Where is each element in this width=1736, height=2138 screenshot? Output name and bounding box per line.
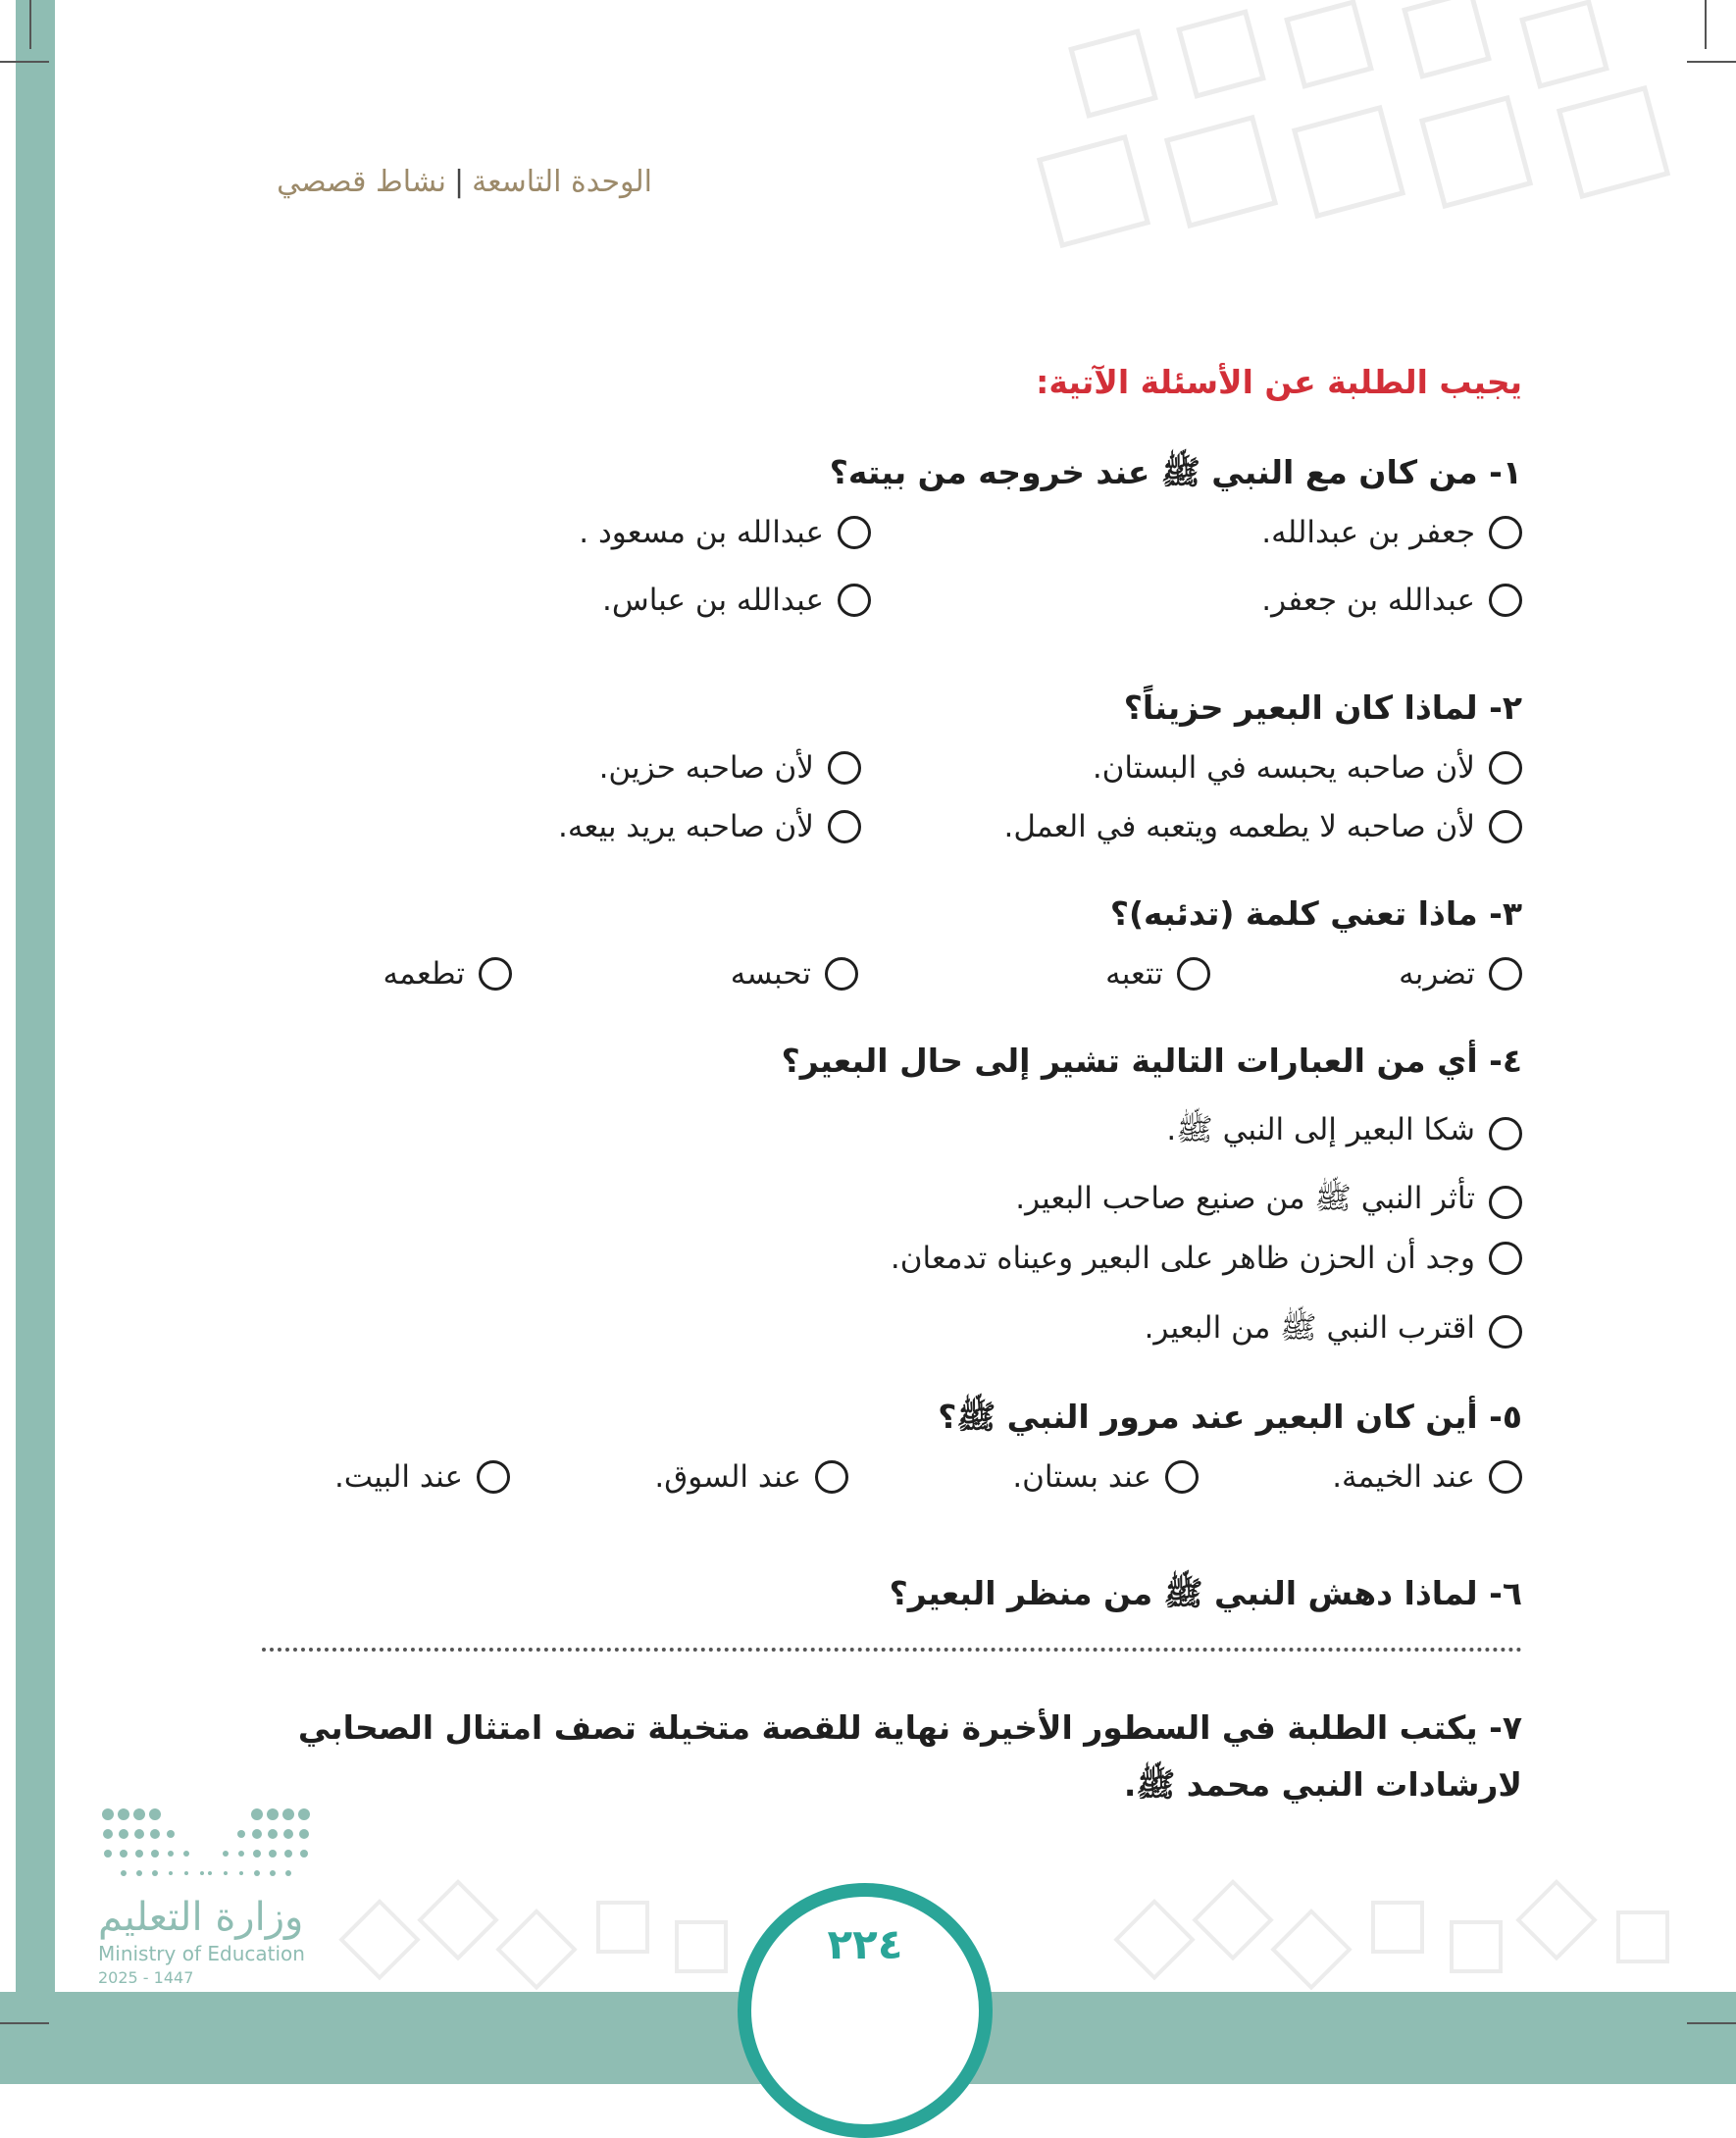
radio-circle[interactable]	[828, 751, 861, 785]
unit-header	[277, 165, 652, 199]
crop-mark	[0, 2022, 49, 2024]
q5-option-1[interactable]: عند الخيمة.	[1332, 1459, 1522, 1495]
bottom-pattern-decoration	[314, 1863, 1726, 2001]
crop-mark	[29, 0, 31, 49]
answer-line[interactable]	[262, 1648, 1522, 1652]
q5-option-3[interactable]: عند السوق.	[654, 1459, 848, 1495]
q2-option-4[interactable]: لأن صاحبه يريد بيعه.	[558, 809, 861, 844]
q4-option-2[interactable]: تأثر النبي ﷺ من صنيع صاحب البعير.	[1015, 1180, 1522, 1224]
section-title: نشاط قصصي	[277, 165, 446, 199]
q2-option-1[interactable]: لأن صاحبه يحبسه في البستان.	[1093, 750, 1522, 786]
q4-option-4[interactable]: اقترب النبي ﷺ من البعير.	[1145, 1309, 1522, 1353]
top-pattern-decoration	[1020, 0, 1736, 275]
ministry-logo-icon	[98, 1805, 314, 1893]
q5-option-2[interactable]: عند بستان.	[1012, 1459, 1199, 1495]
question-7-line-2: لارشادات النبي محمد ﷺ.	[1123, 1765, 1522, 1804]
q3-option-4[interactable]: تطعمه	[383, 956, 512, 992]
radio-circle[interactable]	[479, 957, 512, 991]
left-decorative-band	[16, 0, 55, 2084]
radio-circle[interactable]	[1489, 751, 1522, 785]
page-number: ٢٢٤	[827, 1920, 903, 1968]
q2-option-3[interactable]: لأن صاحبه لا يطعمه ويتعبه في العمل.	[1003, 809, 1522, 844]
radio-circle[interactable]	[1489, 957, 1522, 991]
radio-circle[interactable]	[1489, 1460, 1522, 1494]
question-1: ١- من كان مع النبي ﷺ عند خروجه من بيته؟	[829, 453, 1522, 491]
radio-circle[interactable]	[477, 1460, 510, 1494]
radio-circle[interactable]	[1489, 1186, 1522, 1219]
edition-year: 2025 - 1447	[98, 1968, 194, 1987]
ministry-name-english: Ministry of Education	[98, 1942, 305, 1965]
crop-mark	[1705, 0, 1707, 49]
q1-option-2[interactable]: عبدالله بن مسعود .	[579, 515, 871, 550]
radio-circle[interactable]	[1165, 1460, 1199, 1494]
q1-option-4[interactable]: عبدالله بن عباس.	[602, 583, 871, 618]
q4-option-1[interactable]: شكا البعير إلى النبي ﷺ.	[1166, 1111, 1522, 1155]
q5-option-4[interactable]: عند البيت.	[334, 1459, 510, 1495]
radio-circle[interactable]	[1489, 810, 1522, 843]
unit-title: الوحدة التاسعة	[472, 165, 652, 199]
q4-option-3[interactable]: وجد أن الحزن ظاهر على البعير وعيناه تدمعان.	[891, 1241, 1522, 1276]
q3-option-2[interactable]: تتعبه	[1105, 956, 1210, 992]
radio-circle[interactable]	[1489, 1315, 1522, 1349]
radio-circle[interactable]	[1489, 1242, 1522, 1275]
radio-circle[interactable]	[1177, 957, 1210, 991]
radio-circle[interactable]	[828, 810, 861, 843]
crop-mark	[1687, 61, 1736, 63]
question-3: ٣- ماذا تعني كلمة (تدئبه)؟	[1109, 894, 1522, 933]
q3-option-3[interactable]: تحبسه	[731, 956, 858, 992]
crop-mark	[1687, 2022, 1736, 2024]
radio-circle[interactable]	[815, 1460, 848, 1494]
radio-circle[interactable]	[1489, 584, 1522, 617]
radio-circle[interactable]	[1489, 1117, 1522, 1150]
instructions-heading: يجيب الطلبة عن الأسئلة الآتية:	[1036, 363, 1522, 401]
question-2: ٢- لماذا كان البعير حزيناً؟	[1123, 688, 1522, 727]
question-4: ٤- أي من العبارات التالية تشير إلى حال البعير؟	[781, 1042, 1522, 1080]
crop-mark	[0, 61, 49, 63]
header-separator: |	[454, 165, 465, 199]
radio-circle[interactable]	[838, 516, 871, 549]
q2-option-2[interactable]: لأن صاحبه حزين.	[599, 750, 861, 786]
question-5: ٥- أين كان البعير عند مرور النبي ﷺ؟	[938, 1398, 1522, 1436]
q1-option-1[interactable]: جعفر بن عبدالله.	[1261, 515, 1522, 550]
radio-circle[interactable]	[838, 584, 871, 617]
question-6: ٦- لماذا دهش النبي ﷺ من منظر البعير؟	[889, 1574, 1522, 1612]
ministry-name-arabic: وزارة التعليم	[98, 1895, 304, 1940]
radio-circle[interactable]	[1489, 516, 1522, 549]
question-7-line-1: ٧- يكتب الطلبة في السطور الأخيرة نهاية للقصة متخيلة تصف امتثال الصحابي	[297, 1708, 1522, 1747]
q1-option-3[interactable]: عبدالله بن جعفر.	[1261, 583, 1522, 618]
radio-circle[interactable]	[825, 957, 858, 991]
q3-option-1[interactable]: تضربه	[1399, 956, 1522, 992]
